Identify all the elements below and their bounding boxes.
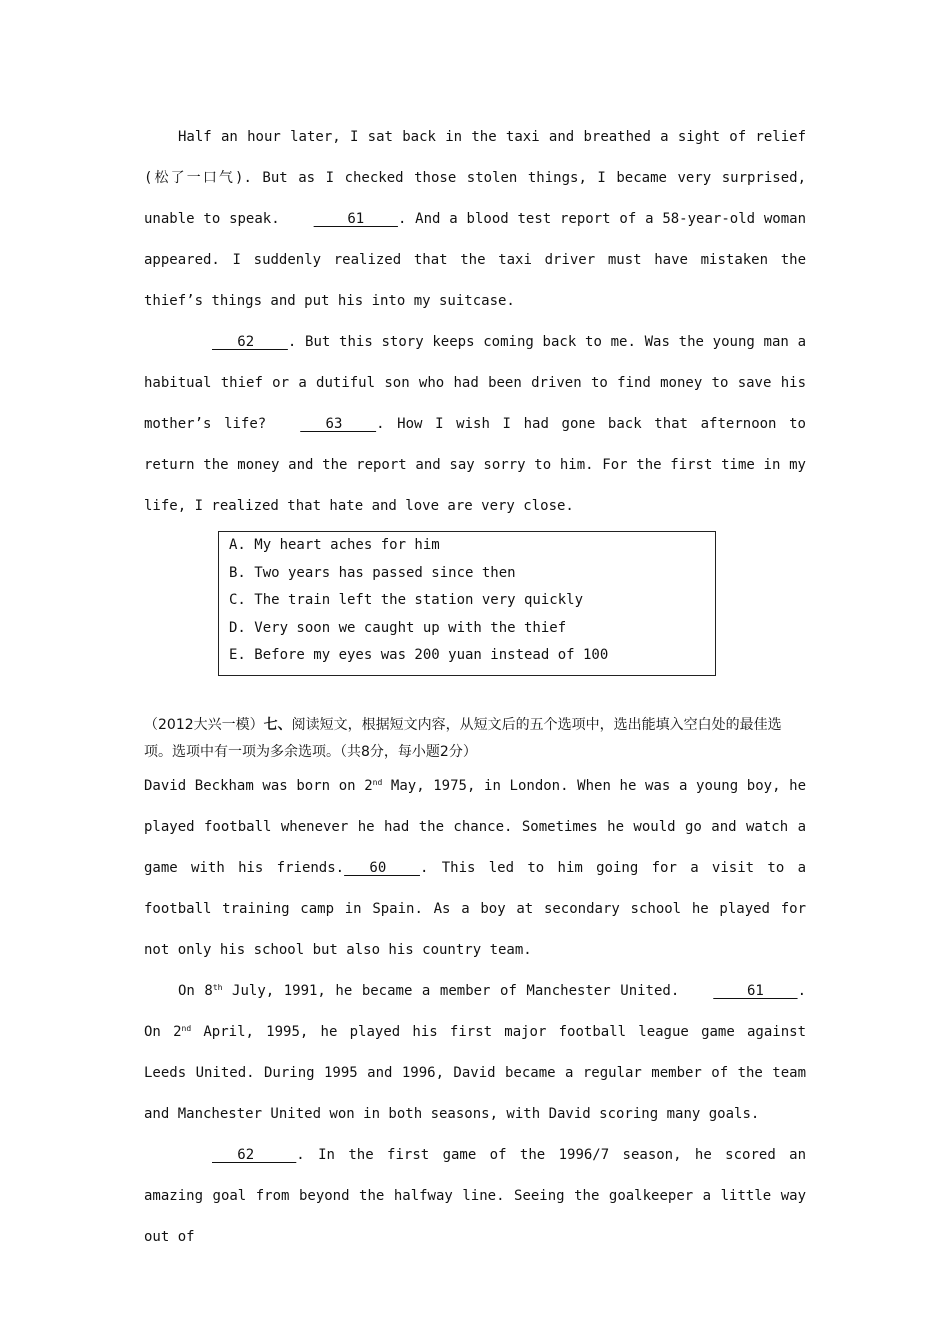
options-box	[218, 531, 716, 676]
passage2-paragraph2: On 8th July, 1991, he became a member of Manchester United. 61 . On 2nd April, 1995, he played his first major football league game against Leeds United. During 1995 and 1996, David became a regular member of the team and Manchester United won in both seasons, with David scoring many goals.	[144, 971, 806, 1135]
passage1-paragraph1: Half an hour later, I sat back in the taxi and breathed a sight of relief (松了一口气). But as I checked those stolen things, I became very surprised, unable to speak. 61 . And a blood test report of a 58-year-old woman appeared. I suddenly realized that the taxi driver must have mistaken the thief’s things and put his into my suitcase.	[144, 129, 807, 309]
blank-62[interactable]: 62	[212, 334, 288, 350]
blank-61[interactable]: 61	[313, 211, 398, 227]
option-a: A. My heart aches for him	[229, 537, 440, 553]
passage2-paragraph3: 62 . In the first game of the 1996/7 season, he scored an amazing goal from beyond the halfway line. Seeing the goalkeeper a little way out of	[144, 1135, 806, 1258]
blank-61b[interactable]: 61	[713, 982, 798, 999]
passage2-paragraph1: David Beckham was born on 2nd May, 1975, in London. When he was a young boy, he played football whenever he had the chance. Sometimes he would go and watch a game with his friends. 60 . This led to him going for a visit to a football training camp in Spain. As a boy at secondary school he played for not only his school but also his country team.	[144, 777, 806, 958]
option-e: E. Before my eyes was 200 yuan instead of 100	[229, 647, 609, 663]
option-c: C. The train left the station very quickly	[229, 592, 584, 608]
blank-63[interactable]: 63	[300, 416, 377, 432]
blank-62b[interactable]: 62	[212, 1146, 297, 1163]
option-b: B. Two years has passed since then	[229, 564, 516, 581]
passage2	[144, 766, 806, 1258]
section-heading: （2012大兴一模）七、阅读短文，根据短文内容，从短文后的五个选项中，选出能填入空白处的最佳选项。选项中有一项为多余选项。（共8分，每小题2分）	[144, 716, 782, 760]
blank-60[interactable]: 60	[344, 859, 420, 876]
passage1-paragraph2: 62 . But this story keeps coming back to me. Was the young man a habitual thief or a dutiful son who had been driven to find money to save his mother’s life? 63 . How I wish I had gone back that afternoon to return the money and the report and say sorry to him. For the first time in my life, I realized that hate and love are very close.	[144, 322, 806, 527]
document-page	[144, 117, 806, 1258]
option-d: D. Very soon we caught up with the thief	[229, 619, 567, 636]
section-number: 七、	[263, 716, 292, 733]
